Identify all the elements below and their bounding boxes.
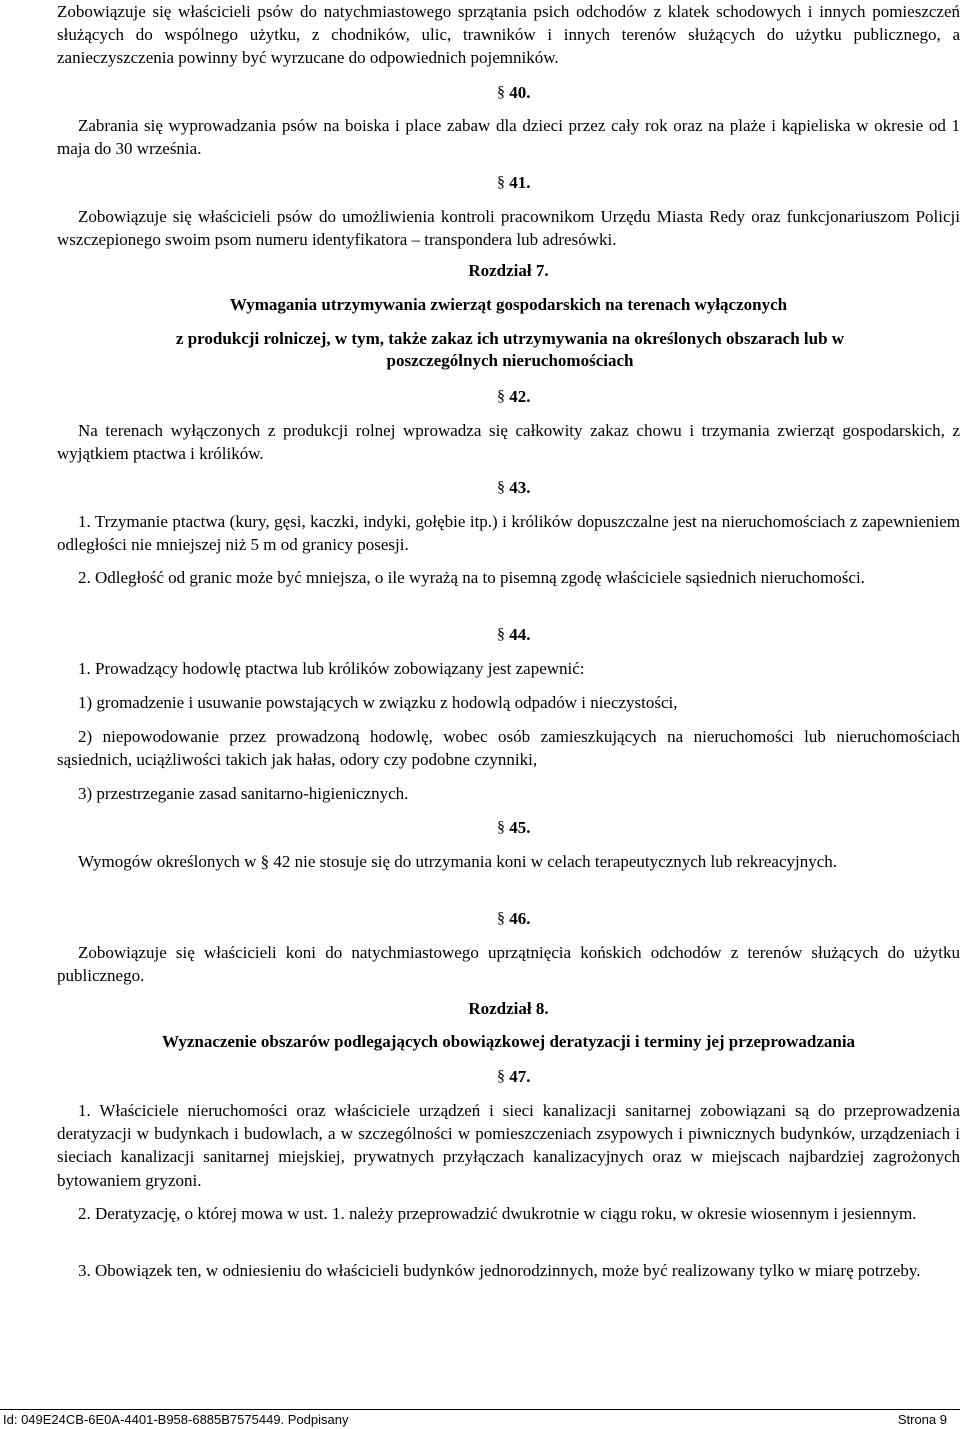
chapter-7-label: Rozdział 7. bbox=[468, 261, 549, 280]
paragraph-text: 1. Trzymanie ptactwa (kury, gęsi, kaczki, indyki, gołębie itp.) i królików dopuszczalne jest na nieruchomościach z zapewnieniem odległości nie mniejszej niż 5 m od granicy posesji. bbox=[57, 512, 960, 555]
paragraph-39-continuation bbox=[57, 0, 960, 70]
section-number: 44. bbox=[509, 625, 531, 644]
paragraph-40 bbox=[57, 114, 960, 160]
paragraph-text: nie stosuje się do utrzymania koni w celach terapeutycznych lub rekreacyjnych. bbox=[290, 852, 838, 871]
section-40-heading bbox=[497, 82, 557, 105]
section-47-heading bbox=[497, 1066, 557, 1089]
paragraph-44-point-2 bbox=[57, 725, 960, 771]
section-sign: § bbox=[497, 84, 505, 101]
paragraph-44-point-1 bbox=[57, 691, 960, 714]
page-footer bbox=[0, 1409, 960, 1429]
paragraph-text: 2. Deratyzację, o której mowa w ust. 1. należy przeprowadzić dwukrotnie w ciągu roku, w okresie wiosennym i jesiennym. bbox=[78, 1204, 917, 1223]
section-43-heading bbox=[497, 477, 557, 500]
section-number: 41. bbox=[509, 173, 531, 192]
paragraph-text: Zobowiązuje się właścicieli koni do natychmiastowego uprzątnięcia końskich odchodów z terenów służących do użytku publicznego. bbox=[57, 943, 960, 986]
section-44-heading bbox=[497, 624, 557, 647]
paragraph-text: Wymogów określonych w bbox=[78, 852, 261, 871]
section-sign: § bbox=[497, 910, 505, 927]
section-sign: § bbox=[497, 819, 505, 836]
section-number: 45. bbox=[509, 818, 531, 837]
paragraph-text: 2. Odległość od granic może być mniejsza, o ile wyrażą na to pisemną zgodę właściciele sąsiednich nieruchomości. bbox=[78, 568, 865, 587]
section-number: 46. bbox=[509, 909, 531, 928]
section-number: 42. bbox=[509, 387, 531, 406]
paragraph-text: Na terenach wyłączonych z produkcji rolnej wprowadza się całkowity zakaz chowu i trzymania zwierząt gospodarskich, z wyjątkiem ptactwa i królików. bbox=[57, 421, 960, 464]
section-number: 40. bbox=[509, 83, 531, 102]
chapter-7-title-line-2: z produkcji rolniczej, w tym, także zakaz ich utrzymywania na określonych obszarach lub w poszczególnych nieruchomościach bbox=[175, 329, 845, 370]
section-46-heading bbox=[497, 908, 557, 931]
section-number: 43. bbox=[509, 478, 531, 497]
paragraph-47-item-2 bbox=[57, 1202, 960, 1225]
section-sign: § bbox=[497, 174, 505, 191]
paragraph-text: Zobowiązuje się właścicieli psów do umożliwienia kontroli pracownikom Urzędu Miasta Redy oraz funkcjonariuszom Policji wszczepionego swoim psom numeru identyfikatora – transpondera lub adresówki. bbox=[57, 207, 960, 250]
paragraph-text: 1. Właściciele nieruchomości oraz właściciele urządzeń i sieci kanalizacji sanitarnej zobowiązani są do przeprowadzenia deratyzacji w budynkach i budowlach, a w szczególności w pomieszczeniach zsypowych i piwnicznych budynków, urządzeniach i sieciach kanalizacji sanitarnej miejskiej, prywatnych przyłączach kanalizacyjnych oraz w miejscach najbardziej zagrożonych bytowaniem gryzoni. bbox=[57, 1101, 960, 1190]
paragraph-44-item-1 bbox=[57, 657, 960, 680]
paragraph-text: Zabrania się wyprowadzania psów na boiska i place zabaw dla dzieci przez cały rok oraz na plaże i kąpieliska w okresie od 1 maja do 30 września. bbox=[57, 116, 960, 159]
paragraph-42 bbox=[57, 419, 960, 465]
paragraph-text: 2) niepowodowanie przez prowadzoną hodowlę, wobec osób zamieszkujących na nieruchomości lub nieruchomościach sąsiednich, uciążliwości takich jak hałas, odory czy podobne czynniki, bbox=[57, 727, 960, 770]
section-41-heading bbox=[497, 172, 557, 195]
section-45-heading bbox=[497, 817, 557, 840]
paragraph-44-point-3 bbox=[57, 782, 960, 805]
paragraph-41 bbox=[57, 205, 960, 251]
paragraph-text: 1) gromadzenie i usuwanie powstających w związku z hodowlą odpadów i nieczystości, bbox=[78, 693, 678, 712]
paragraph-text: 3) przestrzeganie zasad sanitarno-higienicznych. bbox=[78, 784, 409, 803]
section-sign: § bbox=[497, 1068, 505, 1085]
chapter-8-title: Wyznaczenie obszarów podlegających obowiązkowej deratyzacji i terminy jej przeprowadzania bbox=[161, 1032, 856, 1051]
paragraph-45 bbox=[57, 850, 960, 873]
section-sign: § bbox=[497, 626, 505, 643]
paragraph-43-item-1 bbox=[57, 510, 960, 556]
chapter-8-label: Rozdział 8. bbox=[468, 999, 549, 1018]
paragraph-47-item-1 bbox=[57, 1099, 960, 1192]
chapter-7-title-line-1: Wymagania utrzymywania zwierząt gospodarskich na terenach wyłączonych bbox=[229, 295, 788, 314]
paragraph-43-item-2 bbox=[57, 566, 960, 589]
section-sign: § bbox=[497, 388, 505, 405]
section-number: 47. bbox=[509, 1067, 531, 1086]
section-sign: § bbox=[260, 852, 270, 871]
section-sign: § bbox=[497, 479, 505, 496]
document-id: Id: 049E24CB-6E0A-4401-B958-6885B7575449. Podpisany bbox=[3, 1412, 349, 1427]
paragraph-47-item-3 bbox=[57, 1259, 960, 1282]
section-42-heading bbox=[497, 386, 557, 409]
page-number: Strona 9 bbox=[897, 1412, 947, 1427]
paragraph-text: 3. Obowiązek ten, w odniesieniu do właścicieli budynków jednorodzinnych, może być realizowany tylko w miarę potrzeby. bbox=[78, 1261, 921, 1280]
paragraph-text: 1. Prowadzący hodowlę ptactwa lub królików zobowiązany jest zapewnić: bbox=[78, 659, 585, 678]
paragraph-text: Zobowiązuje się właścicieli psów do natychmiastowego sprzątania psich odchodów z klatek schodowych i innych pomieszczeń służących do wspólnego użytku, z chodników, ulic, trawników i innych terenów służących do użytku publicznego, a zanieczyszczenia powinny być wyrzucane do odpowiednich pojemników. bbox=[57, 2, 960, 68]
section-reference: 42 bbox=[273, 852, 291, 871]
paragraph-46 bbox=[57, 941, 960, 987]
